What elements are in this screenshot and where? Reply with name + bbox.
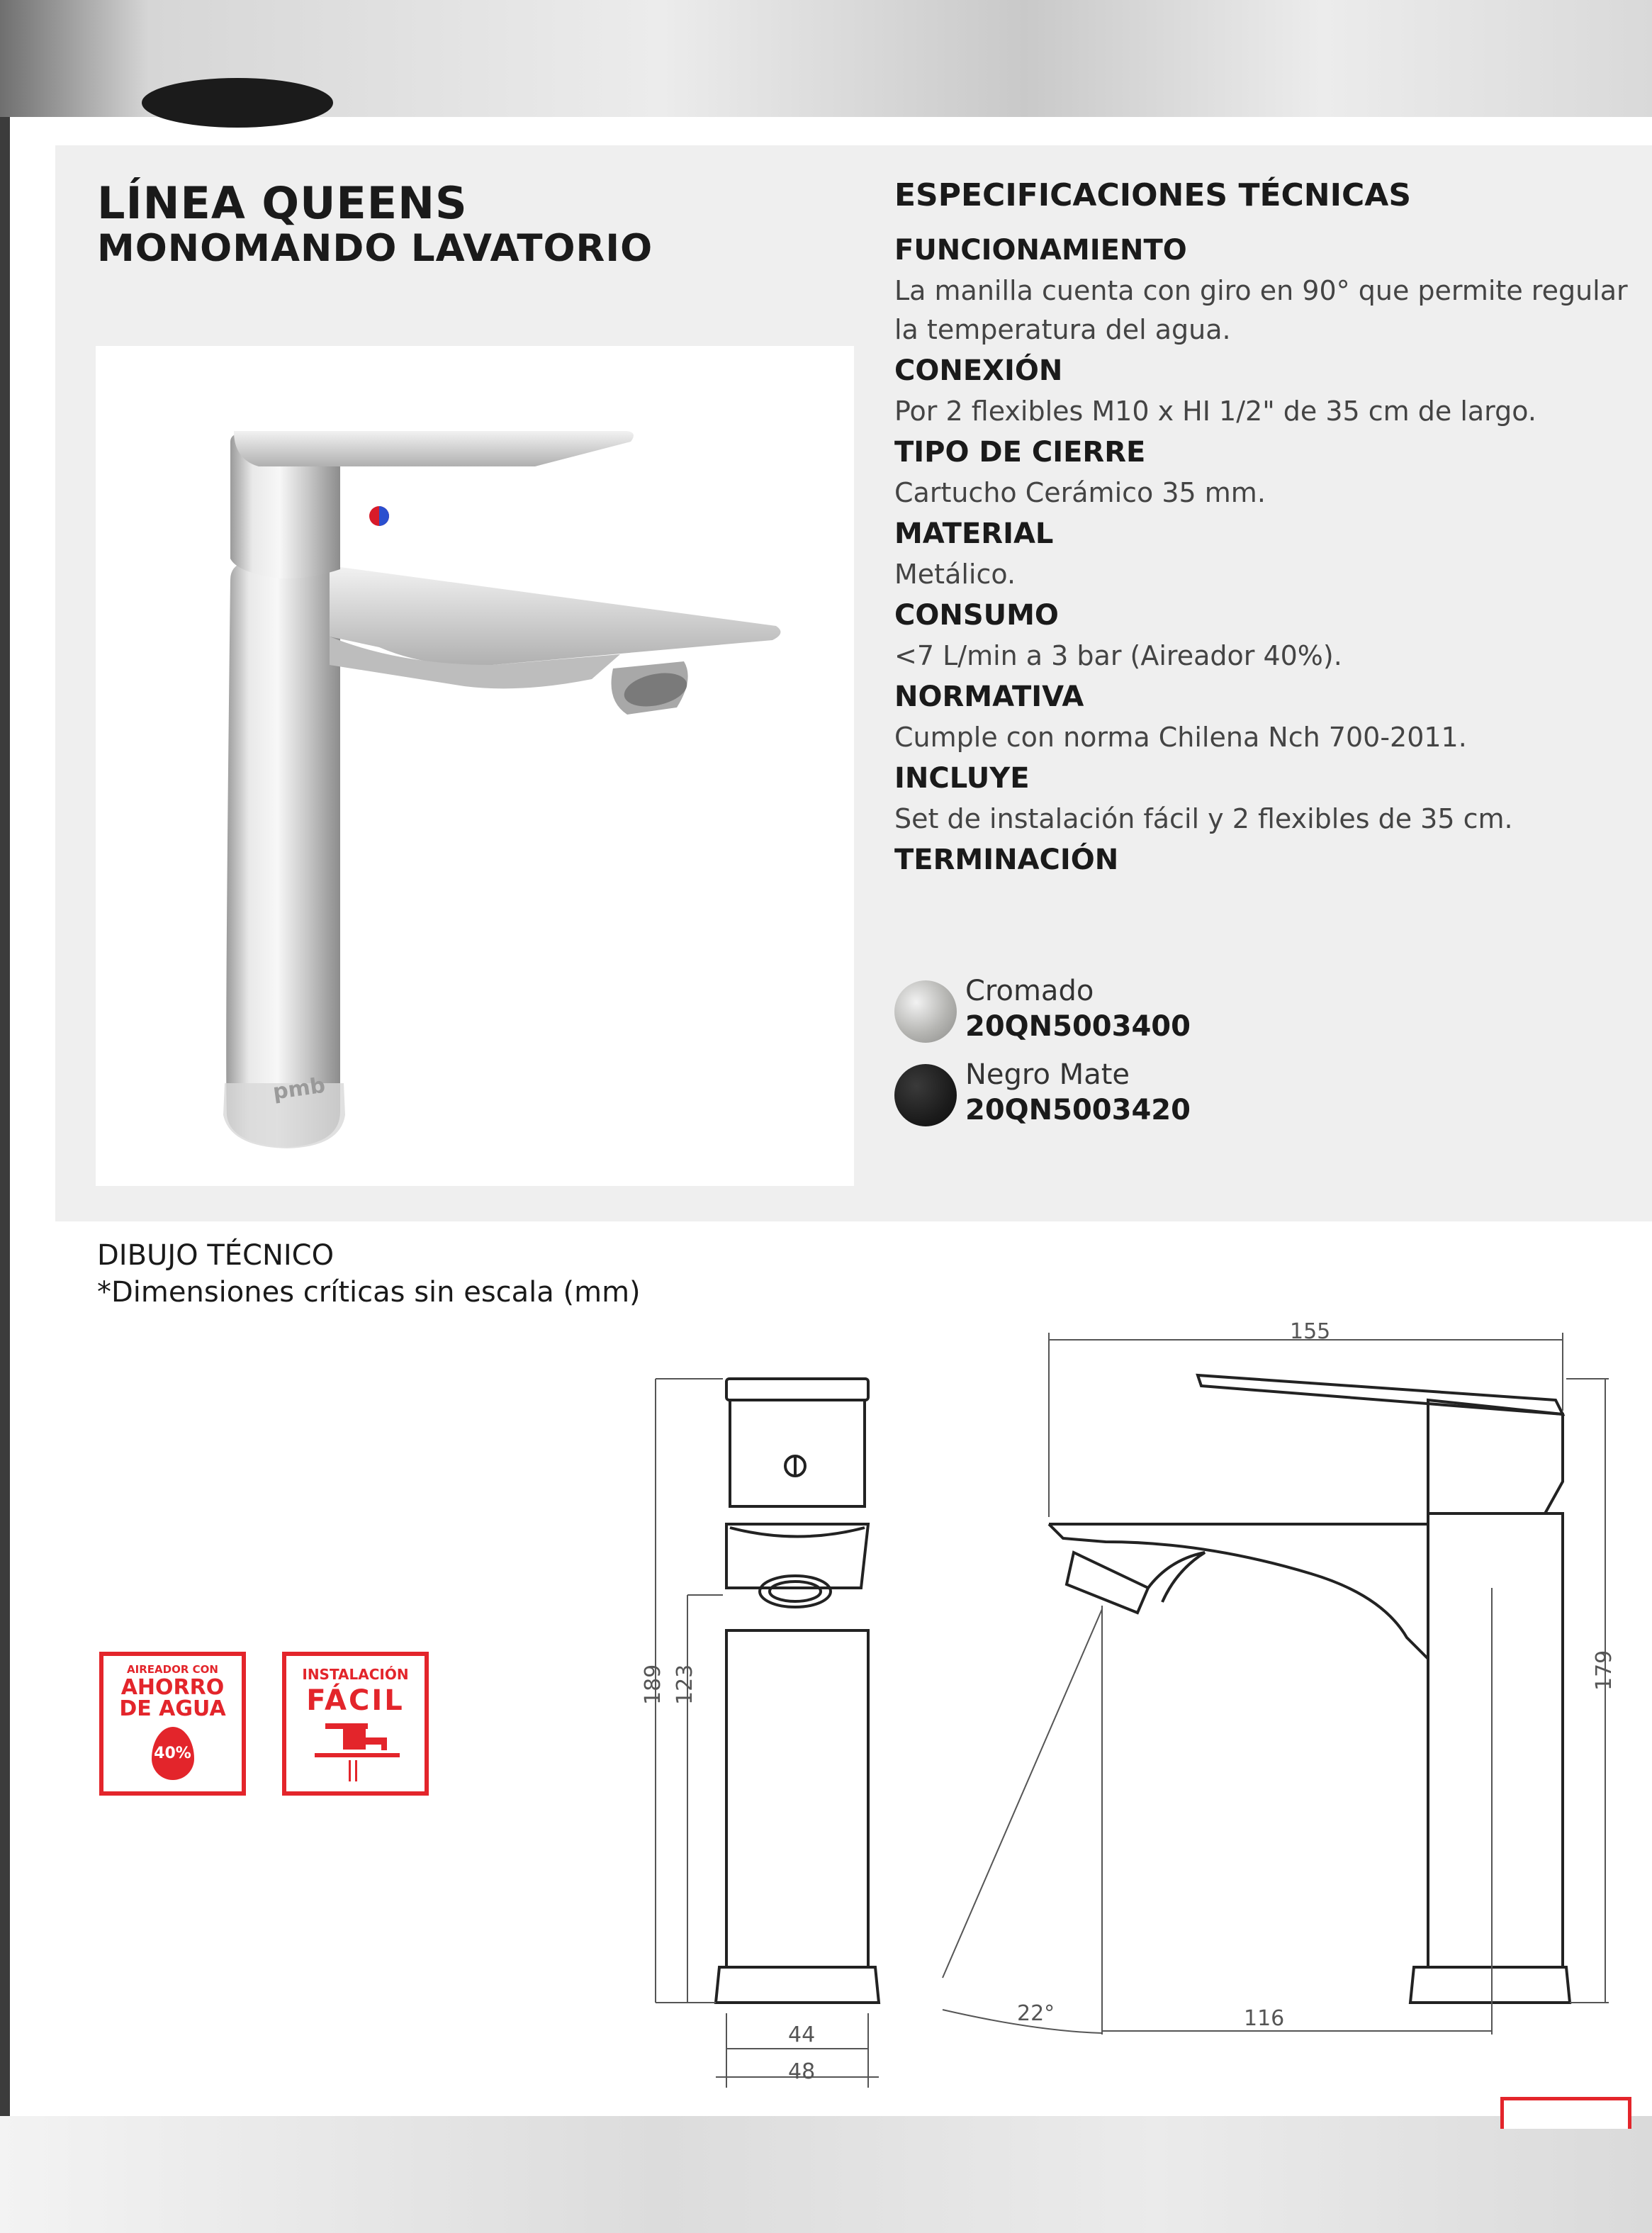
product-subtitle: MONOMANDO LAVATORIO (97, 227, 653, 270)
dim-total-height: 189 (641, 1664, 665, 1705)
finish-swatch-black (894, 1064, 957, 1126)
red-box-fragment (1500, 2097, 1631, 2129)
spec-item (894, 431, 1631, 513)
dim-base-inner-width: 44 (788, 2022, 816, 2047)
badge-install-line2: FÁCIL (306, 1684, 405, 1717)
product-photo (96, 346, 854, 1186)
finish-name: Cromado (965, 975, 1094, 1007)
bottom-banner (0, 2116, 1652, 2233)
header-logo-fragment (142, 78, 333, 128)
dim-spout-height: 123 (673, 1664, 697, 1705)
badge-water-line2: AHORRO (120, 1675, 225, 1700)
badge-water-line1: AIREADOR CON (127, 1663, 218, 1676)
spec-item (894, 349, 1631, 431)
faucet-image (96, 346, 854, 1186)
front-dimension-lines (656, 1379, 879, 2088)
spec-value: <7 L/min a 3 bar (Aireador 40%). (894, 640, 1342, 671)
spec-value: Set de instalación fácil y 2 flexibles de 35 cm. (894, 803, 1513, 834)
dim-reach: 155 (1290, 1319, 1331, 1344)
spec-label: NORMATIVA (894, 681, 1084, 713)
spec-item (894, 229, 1631, 349)
spec-item (894, 594, 1631, 676)
spec-value: Cumple con norma Chilena Nch 700-2011. (894, 722, 1467, 753)
spec-label: CONSUMO (894, 599, 1059, 632)
technical-drawing (0, 1311, 1652, 2112)
spec-value: Metálico. (894, 559, 1016, 590)
drawing-title: DIBUJO TÉCNICO (97, 1239, 335, 1272)
spec-value: Por 2 flexibles M10 x HI 1/2" de 35 cm de largo. (894, 396, 1536, 427)
spec-item (894, 676, 1631, 757)
spec-label: TERMINACIÓN (894, 844, 1119, 876)
easy-install-badge (282, 1652, 429, 1796)
spec-label: TIPO DE CIERRE (894, 436, 1146, 469)
brand-mark: pmb (271, 1073, 327, 1105)
finish-code: 20QN5003400 (965, 1010, 1191, 1043)
front-view (716, 1379, 879, 2003)
finish-name: Negro Mate (965, 1058, 1130, 1091)
spec-label: MATERIAL (894, 517, 1054, 550)
specs-title: ESPECIFICACIONES TÉCNICAS (894, 177, 1412, 213)
spec-item (894, 839, 1631, 881)
dim-angle: 22° (1017, 2001, 1055, 2026)
badge-water-line3: DE AGUA (119, 1696, 226, 1721)
faucet-icon (315, 1723, 400, 1787)
dim-spout-reach: 116 (1244, 2006, 1285, 2031)
side-dimension-lines (943, 1333, 1609, 2035)
spec-item (894, 513, 1631, 594)
dim-side-height: 179 (1592, 1650, 1617, 1691)
finish-code: 20QN5003420 (965, 1094, 1191, 1126)
finish-swatch-chrome (894, 980, 957, 1043)
specifications (894, 177, 1631, 881)
spec-value: La manilla cuenta con giro en 90° que permite regular la temperatura del agua. (894, 275, 1628, 345)
spec-item (894, 757, 1631, 839)
water-saving-badge (99, 1652, 246, 1796)
drawing-note: *Dimensiones críticas sin escala (mm) (97, 1276, 641, 1309)
dim-base-outer-width: 48 (788, 2059, 816, 2084)
spec-label: CONEXIÓN (894, 354, 1063, 387)
product-title: LÍNEA QUEENS (97, 177, 468, 229)
spec-label: INCLUYE (894, 762, 1030, 795)
badge-water-percent: 40% (154, 1745, 191, 1762)
spec-label: FUNCIONAMIENTO (894, 234, 1187, 267)
badge-install-line1: INSTALACIÓN (302, 1666, 409, 1683)
spec-value: Cartucho Cerámico 35 mm. (894, 477, 1266, 508)
